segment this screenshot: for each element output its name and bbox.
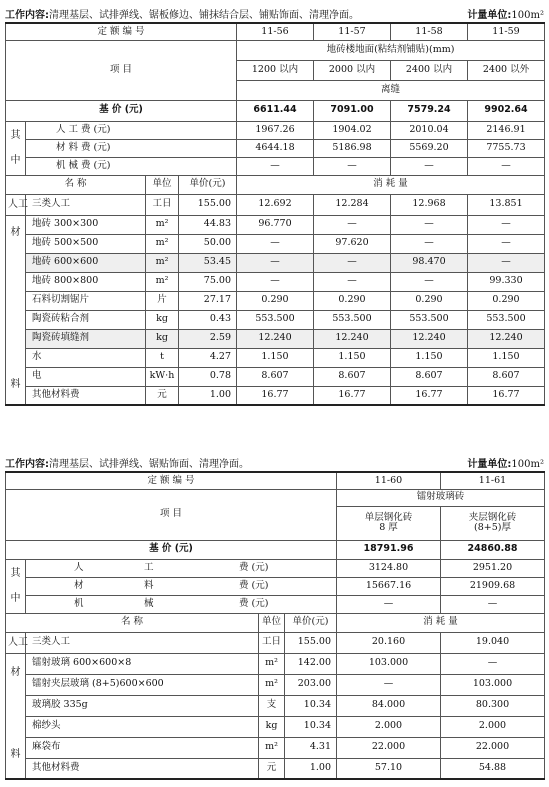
consumption-value: 80.300 bbox=[441, 695, 545, 716]
material-row bbox=[6, 737, 545, 758]
cost-value: 2951.20 bbox=[441, 559, 545, 577]
sub-header: 夹层钢化砖 (8+5)厚 bbox=[441, 506, 545, 540]
sub-header: 单层钢化砖 8 厚 bbox=[337, 506, 441, 540]
material-row bbox=[6, 386, 545, 405]
resource-unit: t bbox=[146, 348, 179, 367]
material-row bbox=[6, 674, 545, 695]
cost-value: 21909.68 bbox=[441, 577, 545, 595]
consumption-value: 19.040 bbox=[441, 632, 545, 653]
material-side-label: 材 料 bbox=[6, 653, 26, 779]
material-row bbox=[6, 716, 545, 737]
material-row bbox=[6, 653, 545, 674]
column-header-row bbox=[6, 613, 545, 632]
consumption-value: 0.290 bbox=[391, 291, 468, 310]
consumption-value: 13.851 bbox=[468, 194, 545, 215]
consumption-value: 97.620 bbox=[314, 234, 391, 253]
consumption-value: — bbox=[391, 215, 468, 234]
resource-name: 棉纱头 bbox=[26, 716, 259, 737]
consumption-value: — bbox=[237, 272, 314, 291]
material-row bbox=[6, 758, 545, 779]
consumption-value: 22.000 bbox=[441, 737, 545, 758]
cost-value: 3124.80 bbox=[337, 559, 441, 577]
resource-price: 4.31 bbox=[285, 737, 337, 758]
cost-label: 材 料 费 (元) bbox=[26, 139, 237, 157]
resource-price: 27.17 bbox=[179, 291, 237, 310]
cost-value: 5569.20 bbox=[391, 139, 468, 157]
cost-row bbox=[6, 577, 545, 595]
consumption-value: 12.968 bbox=[391, 194, 468, 215]
col-price-header: 单价(元) bbox=[179, 175, 237, 194]
quota-table-2 bbox=[5, 471, 545, 780]
cost-label: 机 械 费 (元) bbox=[26, 595, 337, 613]
consumption-value: 54.88 bbox=[441, 758, 545, 779]
item-label: 项 目 bbox=[6, 40, 237, 100]
cost-value: — bbox=[314, 157, 391, 175]
resource-name: 地砖 600×600 bbox=[26, 253, 146, 272]
quota-table-1 bbox=[5, 22, 545, 406]
measure-unit: 计量单位:100m² bbox=[467, 459, 544, 470]
consumption-value: 0.290 bbox=[468, 291, 545, 310]
resource-name: 玻璃胶 335g bbox=[26, 695, 259, 716]
material-row bbox=[6, 329, 545, 348]
resource-unit: 元 bbox=[259, 758, 285, 779]
resource-price: 50.00 bbox=[179, 234, 237, 253]
resource-unit: 支 bbox=[259, 695, 285, 716]
consumption-value: 8.607 bbox=[468, 367, 545, 386]
cost-value: — bbox=[391, 157, 468, 175]
material-row bbox=[6, 348, 545, 367]
consumption-value: — bbox=[237, 253, 314, 272]
cost-label: 人 工 费 (元) bbox=[26, 559, 337, 577]
resource-price: 2.59 bbox=[179, 329, 237, 348]
consumption-value: 8.607 bbox=[237, 367, 314, 386]
base-price: 18791.96 bbox=[337, 540, 441, 559]
cost-value: 1967.26 bbox=[237, 121, 314, 139]
cost-value: — bbox=[468, 157, 545, 175]
resource-price: 155.00 bbox=[285, 632, 337, 653]
material-row bbox=[6, 272, 545, 291]
consumption-value: 553.500 bbox=[314, 310, 391, 329]
resource-name: 地砖 300×300 bbox=[26, 215, 146, 234]
sub-header: 2000 以内 bbox=[314, 60, 391, 80]
resource-name: 石料切割锯片 bbox=[26, 291, 146, 310]
seam-label: 离缝 bbox=[237, 80, 545, 100]
resource-name: 镭射玻璃 600×600×8 bbox=[26, 653, 259, 674]
resource-price: 0.43 bbox=[179, 310, 237, 329]
base-price: 7091.00 bbox=[314, 100, 391, 121]
material-row bbox=[6, 215, 545, 234]
resource-name: 陶瓷砖粘合剂 bbox=[26, 310, 146, 329]
consumption-value: 16.77 bbox=[237, 386, 314, 405]
material-row bbox=[6, 291, 545, 310]
consumption-value: 22.000 bbox=[337, 737, 441, 758]
resource-price: 4.27 bbox=[179, 348, 237, 367]
base-price: 7579.24 bbox=[391, 100, 468, 121]
consumption-value: — bbox=[314, 253, 391, 272]
resource-name: 地砖 500×500 bbox=[26, 234, 146, 253]
cost-value: 5186.98 bbox=[314, 139, 391, 157]
resource-name: 电 bbox=[26, 367, 146, 386]
consumption-value: 8.607 bbox=[391, 367, 468, 386]
resource-price: 203.00 bbox=[285, 674, 337, 695]
col-consumption-header: 消 耗 量 bbox=[237, 175, 545, 194]
resource-unit: m² bbox=[146, 272, 179, 291]
consumption-value: 12.240 bbox=[468, 329, 545, 348]
material-row bbox=[6, 253, 545, 272]
resource-unit: 片 bbox=[146, 291, 179, 310]
resource-unit: 工日 bbox=[146, 194, 179, 215]
consumption-value: 1.150 bbox=[468, 348, 545, 367]
resource-unit: 元 bbox=[146, 386, 179, 405]
resource-name: 其他材料费 bbox=[26, 386, 146, 405]
consumption-value: — bbox=[314, 272, 391, 291]
cost-value: 2146.91 bbox=[468, 121, 545, 139]
consumption-value: 0.290 bbox=[237, 291, 314, 310]
resource-name: 地砖 800×800 bbox=[26, 272, 146, 291]
consumption-value: — bbox=[391, 234, 468, 253]
labor-row bbox=[6, 632, 545, 653]
consumption-value: 12.240 bbox=[314, 329, 391, 348]
resource-unit: m² bbox=[146, 234, 179, 253]
consumption-value: 99.330 bbox=[468, 272, 545, 291]
consumption-value: 1.150 bbox=[237, 348, 314, 367]
resource-unit: m² bbox=[146, 215, 179, 234]
consumption-value: 8.607 bbox=[314, 367, 391, 386]
consumption-value: 1.150 bbox=[391, 348, 468, 367]
column-header-row bbox=[6, 175, 545, 194]
among-label: 其 中 bbox=[6, 121, 26, 175]
consumption-value: — bbox=[391, 272, 468, 291]
base-price-label: 基 价 (元) bbox=[6, 540, 337, 559]
material-side-label: 材 料 bbox=[6, 215, 26, 405]
resource-name: 三类人工 bbox=[26, 194, 146, 215]
resource-price: 10.34 bbox=[285, 716, 337, 737]
labor-side-label: 人工 bbox=[6, 194, 26, 215]
base-price: 6611.44 bbox=[237, 100, 314, 121]
col-consumption-header: 消 耗 量 bbox=[337, 613, 545, 632]
resource-unit: m² bbox=[259, 653, 285, 674]
cost-value: — bbox=[337, 595, 441, 613]
cost-value: 1904.02 bbox=[314, 121, 391, 139]
consumption-value: — bbox=[314, 215, 391, 234]
labor-row bbox=[6, 194, 545, 215]
consumption-value: — bbox=[468, 253, 545, 272]
base-price: 24860.88 bbox=[441, 540, 545, 559]
material-row bbox=[6, 367, 545, 386]
resource-name: 其他材料费 bbox=[26, 758, 259, 779]
section2-header bbox=[5, 453, 544, 469]
consumption-value: — bbox=[337, 674, 441, 695]
resource-price: 0.78 bbox=[179, 367, 237, 386]
consumption-value: — bbox=[441, 653, 545, 674]
cost-row bbox=[6, 139, 545, 157]
col-name-header: 名 称 bbox=[6, 613, 259, 632]
labor-side-label: 人工 bbox=[6, 632, 26, 653]
consumption-value: 12.240 bbox=[237, 329, 314, 348]
consumption-value: 16.77 bbox=[391, 386, 468, 405]
consumption-value: 1.150 bbox=[314, 348, 391, 367]
resource-price: 75.00 bbox=[179, 272, 237, 291]
resource-price: 1.00 bbox=[285, 758, 337, 779]
col-name-header: 名 称 bbox=[6, 175, 146, 194]
cost-label: 人 工 费 (元) bbox=[26, 121, 237, 139]
quota-no: 11-58 bbox=[391, 23, 468, 40]
base-price-row bbox=[6, 100, 545, 121]
consumption-value: 103.000 bbox=[441, 674, 545, 695]
resource-unit: kW·h bbox=[146, 367, 179, 386]
base-price-label: 基 价 (元) bbox=[6, 100, 237, 121]
cost-row bbox=[6, 595, 545, 613]
cost-value: 4644.18 bbox=[237, 139, 314, 157]
cost-value: 2010.04 bbox=[391, 121, 468, 139]
resource-price: 10.34 bbox=[285, 695, 337, 716]
resource-price: 1.00 bbox=[179, 386, 237, 405]
consumption-value: 12.284 bbox=[314, 194, 391, 215]
consumption-value: 553.500 bbox=[468, 310, 545, 329]
quota-no: 11-57 bbox=[314, 23, 391, 40]
work-content: 工作内容:清理基层、试排弹线、锯贴饰面、清理净面。 bbox=[5, 459, 249, 470]
resource-unit: kg bbox=[146, 310, 179, 329]
resource-price: 53.45 bbox=[179, 253, 237, 272]
resource-price: 44.83 bbox=[179, 215, 237, 234]
quota-no-label: 定 额 编 号 bbox=[6, 472, 337, 489]
quota-no: 11-60 bbox=[337, 472, 441, 489]
consumption-value: 2.000 bbox=[441, 716, 545, 737]
measure-unit: 计量单位:100m² bbox=[467, 10, 544, 21]
resource-name: 麻袋布 bbox=[26, 737, 259, 758]
cost-label: 材 料 费 (元) bbox=[26, 577, 337, 595]
resource-price: 142.00 bbox=[285, 653, 337, 674]
resource-unit: m² bbox=[259, 674, 285, 695]
group-header: 地砖楼地面(粘结剂铺贴)(mm) bbox=[237, 40, 545, 60]
material-row bbox=[6, 234, 545, 253]
consumption-value: 0.290 bbox=[314, 291, 391, 310]
consumption-value: 98.470 bbox=[391, 253, 468, 272]
consumption-value: 103.000 bbox=[337, 653, 441, 674]
resource-name: 水 bbox=[26, 348, 146, 367]
resource-name: 三类人工 bbox=[26, 632, 259, 653]
sub-header: 2400 以内 bbox=[391, 60, 468, 80]
base-price: 9902.64 bbox=[468, 100, 545, 121]
consumption-value: 20.160 bbox=[337, 632, 441, 653]
quota-no-label: 定 额 编 号 bbox=[6, 23, 237, 40]
resource-price: 155.00 bbox=[179, 194, 237, 215]
section1-header bbox=[5, 4, 544, 20]
cost-row bbox=[6, 157, 545, 175]
consumption-value: — bbox=[237, 234, 314, 253]
sub-header: 1200 以内 bbox=[237, 60, 314, 80]
quota-no-row bbox=[6, 23, 545, 40]
col-unit-header: 单位 bbox=[146, 175, 179, 194]
resource-unit: 工日 bbox=[259, 632, 285, 653]
consumption-value: 96.770 bbox=[237, 215, 314, 234]
col-price-header: 单价(元) bbox=[285, 613, 337, 632]
cost-value: 7755.73 bbox=[468, 139, 545, 157]
consumption-value: 16.77 bbox=[314, 386, 391, 405]
quota-no: 11-56 bbox=[237, 23, 314, 40]
sub-header: 2400 以外 bbox=[468, 60, 545, 80]
material-row bbox=[6, 310, 545, 329]
consumption-value: 84.000 bbox=[337, 695, 441, 716]
group-header: 镭射玻璃砖 bbox=[337, 489, 545, 506]
quota-no: 11-59 bbox=[468, 23, 545, 40]
consumption-value: 57.10 bbox=[337, 758, 441, 779]
cost-value: 15667.16 bbox=[337, 577, 441, 595]
cost-value: — bbox=[237, 157, 314, 175]
cost-row bbox=[6, 559, 545, 577]
among-label: 其 中 bbox=[6, 559, 26, 613]
col-unit-header: 单位 bbox=[259, 613, 285, 632]
resource-unit: m² bbox=[259, 737, 285, 758]
consumption-value: — bbox=[468, 234, 545, 253]
resource-unit: kg bbox=[146, 329, 179, 348]
material-row bbox=[6, 695, 545, 716]
cost-row bbox=[6, 121, 545, 139]
consumption-value: 16.77 bbox=[468, 386, 545, 405]
consumption-value: — bbox=[468, 215, 545, 234]
quota-no: 11-61 bbox=[441, 472, 545, 489]
resource-name: 镭射夹层玻璃 (8+5)600×600 bbox=[26, 674, 259, 695]
consumption-value: 12.692 bbox=[237, 194, 314, 215]
consumption-value: 12.240 bbox=[391, 329, 468, 348]
cost-label: 机 械 费 (元) bbox=[26, 157, 237, 175]
item-label: 项 目 bbox=[6, 489, 337, 540]
base-price-row bbox=[6, 540, 545, 559]
resource-unit: kg bbox=[259, 716, 285, 737]
resource-unit: m² bbox=[146, 253, 179, 272]
consumption-value: 553.500 bbox=[391, 310, 468, 329]
resource-name: 陶瓷砖填缝剂 bbox=[26, 329, 146, 348]
cost-value: — bbox=[441, 595, 545, 613]
work-content: 工作内容:清理基层、试排弹线、锯板修边、铺抹结合层、铺贴饰面、清理净面。 bbox=[5, 10, 359, 21]
consumption-value: 553.500 bbox=[237, 310, 314, 329]
quota-no-row bbox=[6, 472, 545, 489]
consumption-value: 2.000 bbox=[337, 716, 441, 737]
